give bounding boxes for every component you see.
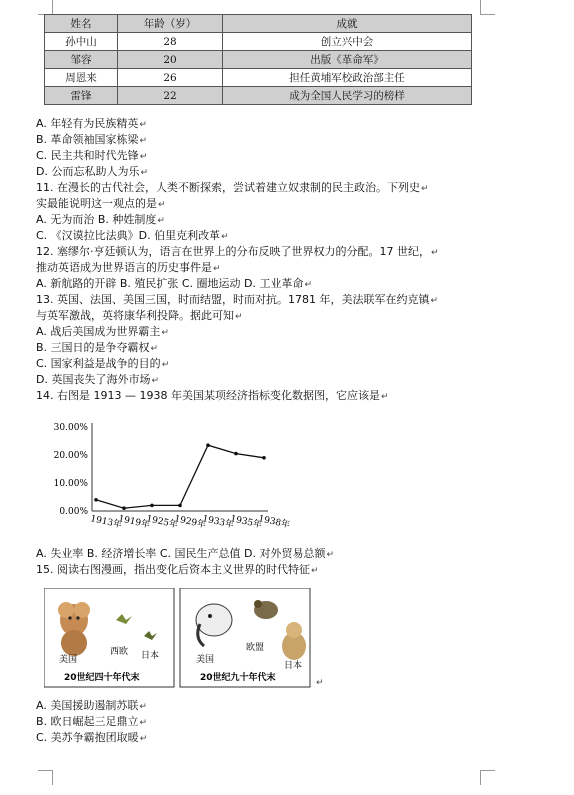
cartoon-label-usa-2: 美国: [196, 655, 215, 665]
line-text: A. 年轻有为民族精英: [36, 117, 139, 130]
paragraph-mark: ↵: [139, 136, 148, 146]
big-elephant-illustration: [58, 602, 90, 656]
line-text: 推动英语成为世界语言的历史事件是: [36, 261, 212, 274]
paragraph-mark: ↵: [151, 376, 160, 386]
series-line: [96, 445, 264, 508]
table-cell: 担任黄埔军校政治部主任: [223, 69, 472, 87]
table-cell: 创立兴中会: [223, 33, 472, 51]
data-point: [122, 506, 126, 510]
data-point: [94, 498, 98, 502]
paragraph-mark: ↵: [221, 232, 229, 242]
table-cell: 成为全国人民学习的榜样: [223, 87, 472, 105]
crop-mark-top-left: [38, 0, 53, 15]
paragraph-mark: ↵: [235, 312, 243, 322]
text-line: [36, 356, 506, 372]
text-line: [36, 116, 506, 132]
line-text: C. 《汉谟拉比法典》D. 伯里克利改革: [36, 229, 221, 242]
line-text: A. 战后美国成为世界霸主: [36, 325, 161, 338]
paragraph-mark: ↵: [430, 248, 439, 258]
line-text: 13. 英国、法国、美国三国，时而结盟，时而对抗。1781 年，美法联军在约克镇: [36, 293, 430, 306]
paragraph-mark: ↵: [380, 392, 389, 402]
questions-block-1: [36, 116, 506, 404]
x-tick-label: 1925年: [145, 514, 179, 531]
text-line: [36, 260, 506, 276]
table-cell: 周恩来: [45, 69, 118, 87]
crop-mark-top-right: [480, 0, 495, 15]
text-line: [36, 730, 506, 746]
text-line: [36, 276, 506, 292]
table-cell: 雷锋: [45, 87, 118, 105]
paragraph-mark: ↵: [139, 718, 148, 728]
text-line: [36, 372, 506, 388]
economic-indicator-line-chart: [36, 415, 296, 540]
cartoon-panels: [44, 588, 314, 688]
text-line: [36, 340, 506, 356]
col-header-age: 年龄（岁）: [118, 15, 223, 33]
text-line: [36, 388, 506, 404]
cartoon-label-west-europe: 西欧: [110, 647, 129, 657]
line-text: 11. 在漫长的古代社会，人类不断探索，尝试着建立奴隶制的民主政治。下列史: [36, 181, 420, 194]
paragraph-mark: ↵: [316, 678, 324, 688]
col-header-name: 姓名: [45, 15, 118, 33]
table-row: [45, 51, 472, 69]
y-tick-label: 0.00%: [59, 507, 88, 517]
text-line: [36, 714, 506, 730]
text-line: [36, 308, 506, 324]
text-line: [36, 132, 506, 148]
text-line: [36, 546, 506, 562]
x-tick-label: 1938年: [257, 514, 291, 531]
text-line: [36, 148, 506, 164]
x-tick-label: 1935年: [229, 514, 263, 531]
line-text: B. 欧日崛起三足鼎立: [36, 715, 139, 728]
paragraph-mark: ↵: [304, 280, 313, 290]
data-point: [150, 504, 154, 508]
line-text: 12. 塞缪尔·亨廷顿认为，语言在世界上的分布反映了世界权力的分配。17 世纪，: [36, 245, 430, 258]
cartoon-label-japan-2: 日本: [284, 661, 303, 671]
paragraph-mark: ↵: [161, 328, 169, 338]
line-text: C. 国家利益是战争的目的: [36, 357, 161, 370]
y-tick-label: 10.00%: [53, 479, 88, 489]
line-text: 实最能说明这一观点的是: [36, 197, 157, 210]
paragraph-mark: ↵: [430, 296, 439, 306]
table-row: [45, 69, 472, 87]
paragraph-mark: ↵: [139, 702, 147, 712]
line-text: C. 美苏争霸抱团取暖: [36, 731, 139, 744]
questions-block-2: [36, 546, 506, 578]
crop-mark-bottom-right: [480, 770, 495, 785]
paragraph-mark: ↵: [213, 264, 221, 274]
line-text: 15. 阅读右图漫画，指出变化后资本主义世界的时代特征: [36, 563, 310, 576]
line-text: D. 公而忘私助人为乐: [36, 165, 140, 178]
line-text: A. 失业率 B. 经济增长率 C. 国民生产总值 D. 对外贸易总额: [36, 547, 326, 560]
y-tick-label: 20.00%: [53, 451, 88, 461]
data-point: [206, 443, 210, 447]
line-text: 14. 右图是 1913 — 1938 年美国某项经济指标变化数据图，它应该是: [36, 389, 380, 402]
table-cell: 20: [118, 51, 223, 69]
paragraph-mark: ↵: [161, 360, 170, 370]
table-cell: 22: [118, 87, 223, 105]
text-line: [36, 292, 506, 308]
col-header-achievement: 成就: [223, 15, 472, 33]
x-tick-label: 1913年: [89, 514, 123, 531]
text-line: [36, 244, 506, 260]
paragraph-mark: ↵: [157, 216, 165, 226]
questions-block-3: [36, 698, 506, 746]
y-tick-label: 30.00%: [53, 423, 88, 433]
line-text: B. 革命领袖国家栋梁: [36, 133, 139, 146]
text-line: [36, 212, 506, 228]
table-row: [45, 87, 472, 105]
data-point: [234, 452, 238, 456]
table-row: [45, 33, 472, 51]
x-tick-label: 1933年: [201, 514, 235, 531]
cartoon-label-eu: 欧盟: [246, 643, 265, 653]
paragraph-mark: ↵: [158, 200, 166, 210]
table-cell: 28: [118, 33, 223, 51]
cartoon-label-japan-1: 日本: [141, 651, 160, 661]
line-text: C. 民主共和时代先锋: [36, 149, 139, 162]
line-text: A. 美国援助遏制苏联: [36, 699, 139, 712]
achievement-table: [44, 14, 472, 105]
table-cell: 出版《革命军》: [223, 51, 472, 69]
data-point: [262, 456, 266, 460]
x-tick-label: 1919年: [117, 514, 151, 531]
text-line: [36, 562, 506, 578]
paragraph-mark: ↵: [150, 344, 159, 354]
paragraph-mark: ↵: [139, 152, 148, 162]
paragraph-mark: ↵: [139, 120, 147, 130]
text-line: [36, 698, 506, 714]
crop-mark-bottom-left: [38, 770, 53, 785]
line-text: D. 英国丧失了海外市场: [36, 373, 151, 386]
table-cell: 孙中山: [45, 33, 118, 51]
data-point: [178, 504, 182, 508]
cartoon-caption-2: 20世纪九十年代末: [200, 673, 276, 683]
text-line: [36, 324, 506, 340]
cartoon-label-usa-1: 美国: [59, 655, 78, 665]
table-header-row: [45, 15, 472, 33]
table-cell: 邹容: [45, 51, 118, 69]
cartoon-caption-1: 20世纪四十年代末: [64, 673, 140, 683]
text-line: [36, 228, 506, 244]
text-line: [36, 180, 506, 196]
paragraph-mark: ↵: [421, 184, 429, 194]
text-line: [36, 164, 506, 180]
x-tick-label: 1929年: [173, 514, 207, 531]
paragraph-mark: ↵: [311, 566, 319, 576]
table-cell: 26: [118, 69, 223, 87]
paragraph-mark: ↵: [139, 734, 148, 744]
paragraph-mark: ↵: [326, 550, 335, 560]
line-text: A. 无为而治 B. 种姓制度: [36, 213, 157, 226]
line-text: A. 新航路的开辟 B. 殖民扩张 C. 圈地运动 D. 工业革命: [36, 277, 304, 290]
text-line: [36, 196, 506, 212]
paragraph-mark: ↵: [140, 168, 149, 178]
line-text: B. 三国日的是争夺霸权: [36, 341, 150, 354]
line-text: 与英军激战，英将康华利投降。据此可知: [36, 309, 234, 322]
